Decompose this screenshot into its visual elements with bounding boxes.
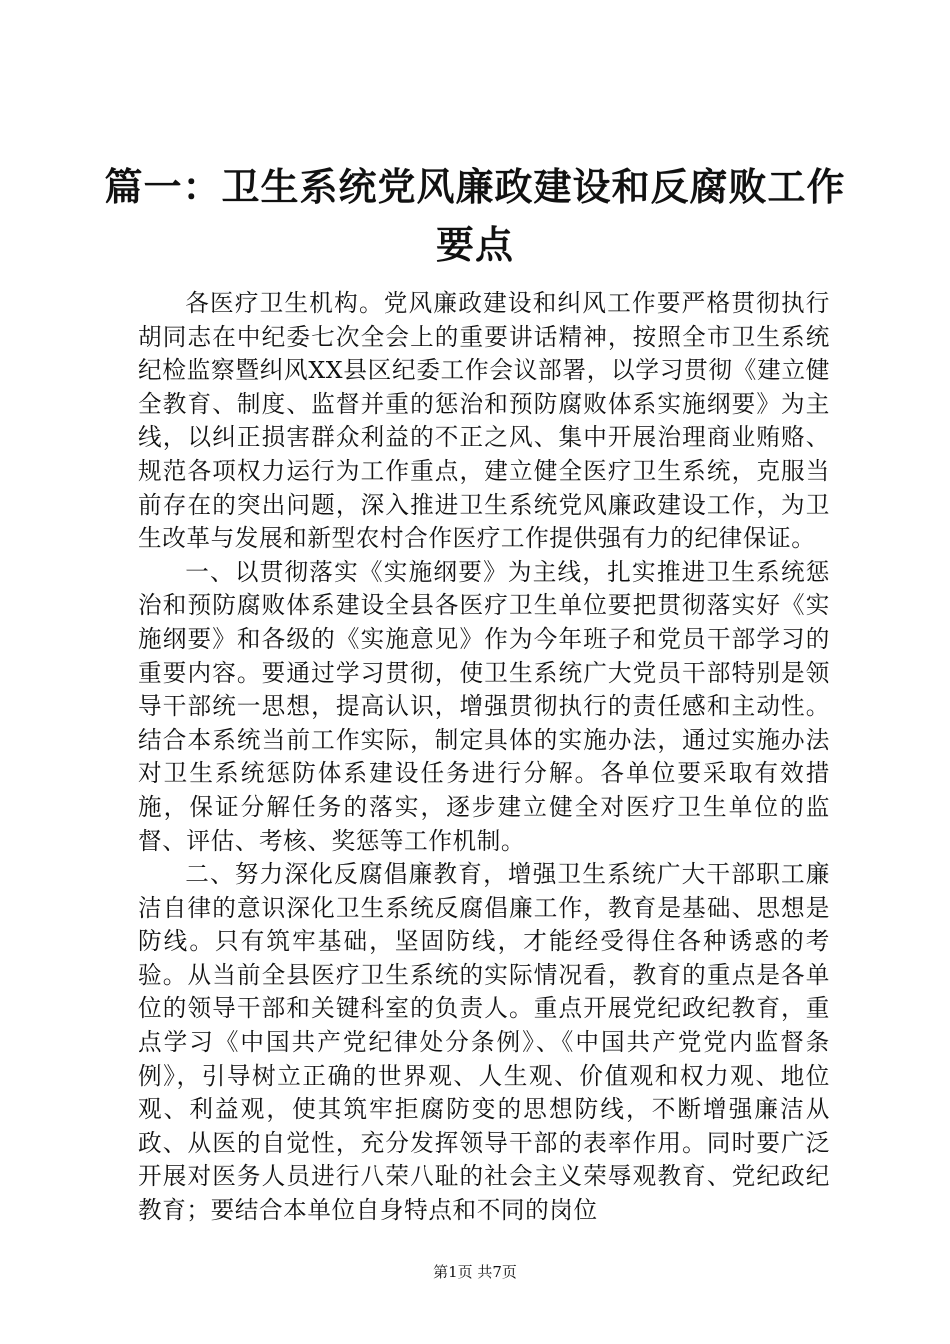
paragraph-section-2: 二、努力深化反腐倡廉教育，增强卫生系统广大干部职工廉洁自律的意识深化卫生系统反腐倡廉工作，教育是基础、思想是防线。只有筑牢基础，坚固防线，才能经受得住各种诱惑的考验。从当前全县医疗卫生系统的实际情况看，教育的重点是各单位的领导干部和关键科室的负责人。重点开展党纪政纪教育，重点学习《中国共产党纪律处分条例》、《中国共产党党内监督条例》，引导树立正确的世界观、人生观、价值观和权力观、地位观、利益观，使其筑牢拒腐防变的思想防线，不断增强廉洁从政、从医的自觉性，充分发挥领导干部的表率作用。同时要广泛开展对医务人员进行八荣八耻的社会主义荣辱观教育、党纪政纪教育；要结合本单位自身特点和不同的岗位	[138, 860, 830, 1225]
page-footer: 第1页 共7页	[433, 1263, 517, 1281]
document-body	[138, 287, 830, 1228]
paragraph-section-1: 一、以贯彻落实《实施纲要》为主线，扎实推进卫生系统惩治和预防腐败体系建设全县各医疗卫生单位要把贯彻落实好《实施纲要》和各级的《实施意见》作为今年班子和党员干部学习的重要内容。要通过学习贯彻，使卫生系统广大党员干部特别是领导干部统一思想，提高认识，增强贯彻执行的责任感和主动性。结合本系统当前工作实际，制定具体的实施办法，通过实施办法对卫生系统惩防体系建设任务进行分解。各单位要采取有效措施，保证分解任务的落实，逐步建立健全对医疗卫生单位的监督、评估、考核、奖惩等工作机制。	[138, 557, 830, 855]
paragraph-intro: 各医疗卫生机构。党风廉政建设和纠风工作要严格贯彻执行胡同志在中纪委七次全会上的重要讲话精神，按照全市卫生系统纪检监察暨纠风XX县区纪委工作会议部署，以学习贯彻《建立健全教育、制度、监督并重的惩治和预防腐败体系实施纲要》为主线，以纠正损害群众利益的不正之风、集中开展治理商业贿赂、规范各项权力运行为工作重点，建立健全医疗卫生系统，克服当前存在的突出问题，深入推进卫生系统党风廉政建设工作，为卫生改革与发展和新型农村合作医疗工作提供强有力的纪律保证。	[138, 289, 830, 553]
document-title: 篇一：卫生系统党风廉政建设和反腐败工作要点	[104, 164, 846, 267]
